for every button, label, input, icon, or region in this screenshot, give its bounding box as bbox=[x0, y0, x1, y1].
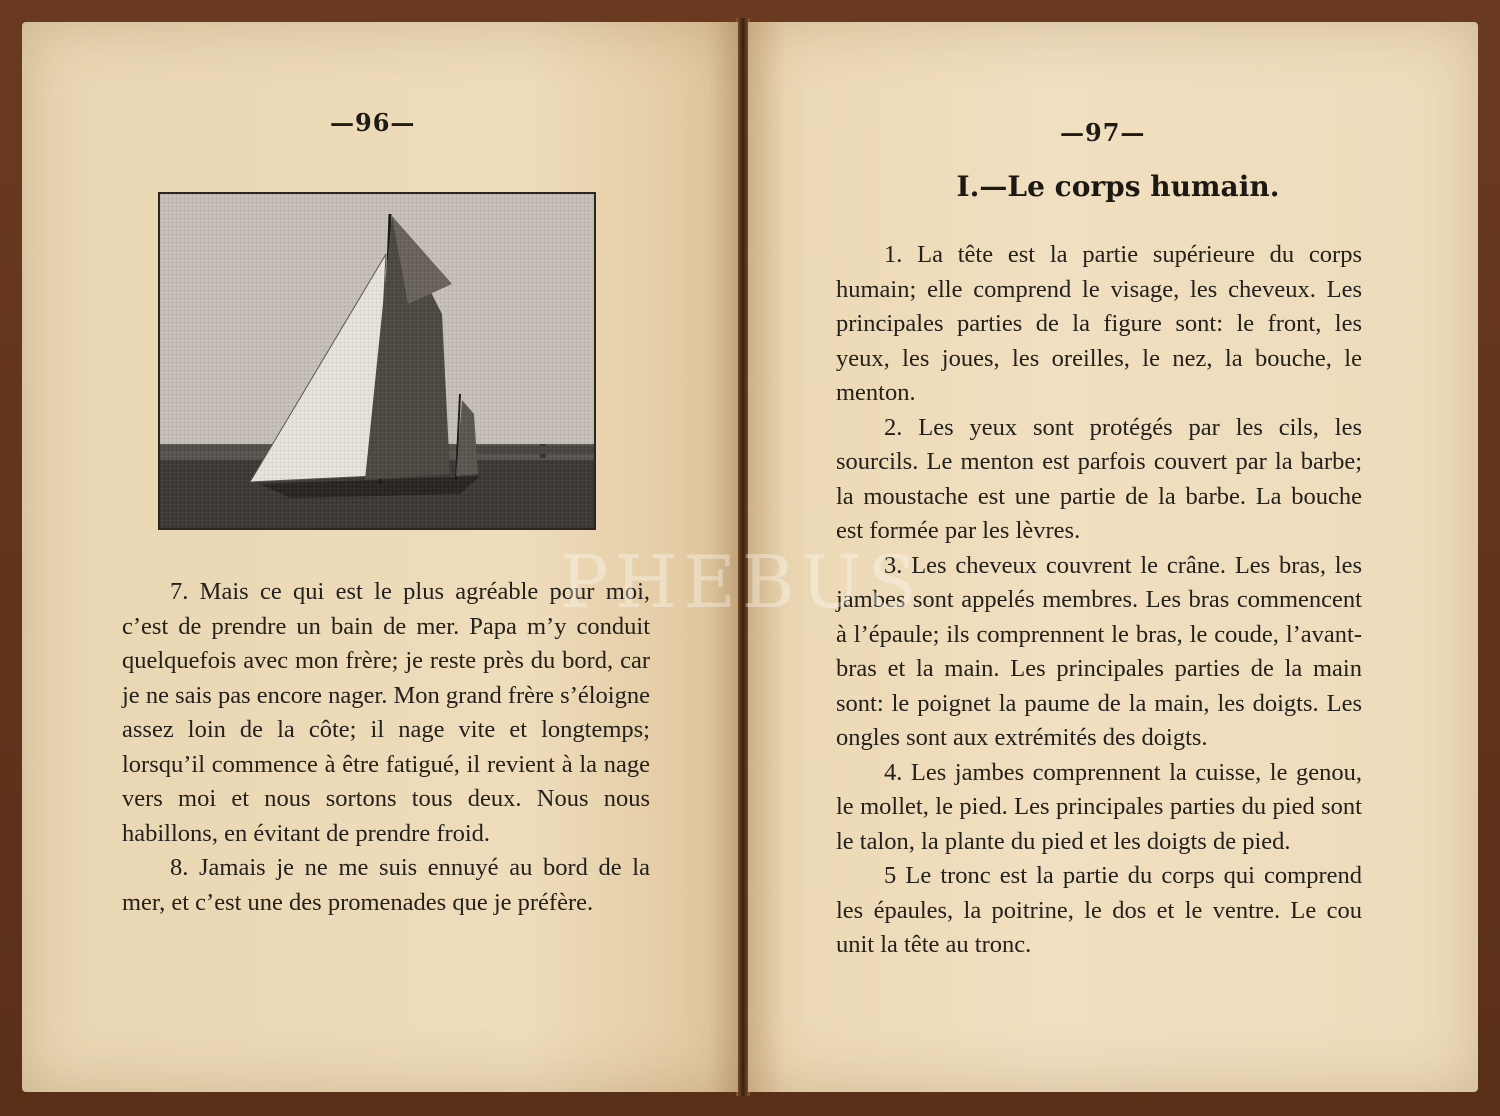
left-page bbox=[22, 22, 738, 1092]
watermark: PHEBUS bbox=[560, 540, 923, 624]
paragraph-7: 7. Mais ce qui est le plus agréable pour moi, c’est de prendre un bain de mer. Papa m’y conduit quelquefois avec mon frère; je reste près du bord, car je ne sais pas encore nager. Mon grand frère s’éloigne assez loin de la côte; il nage vite et longtemps; lorsqu’il commence à être fatigué, il revient à la nage vers moi et nous sortons tous deux. Nous nous habillons, en évitant de prendre froid. bbox=[122, 578, 650, 847]
right-page bbox=[748, 22, 1478, 1092]
paragraph-8: 8. Jamais je ne me suis ennuyé au bord de la mer, et c’est une des promenades que je préfère. bbox=[122, 854, 650, 916]
page-number-left: —96— bbox=[330, 108, 416, 137]
page-number-right: —97— bbox=[1060, 118, 1146, 147]
paragraph-4: 4. Les jambes comprennent la cuisse, le genou, le mollet, le pied. Les principales parties du pied sont le talon, la plante du pied et les doigts de pied. bbox=[836, 758, 1362, 855]
sailboat-photo bbox=[158, 192, 596, 530]
left-page-text bbox=[122, 575, 650, 920]
sailboat-icon bbox=[160, 194, 594, 528]
paragraph-5: 5 Le tronc est la partie du corps qui comprend les épaules, la poitrine, le dos et le ventre. Le cou unit la tête au tronc. bbox=[836, 862, 1362, 958]
paragraph-1: 1. La tête est la partie supérieure du corps humain; elle comprend le visage, les cheveux. Les principales parties de la figure sont: le front, les yeux, les joues, les oreilles, le nez, la bouche, le menton. bbox=[836, 241, 1362, 406]
chapter-title: I.—Le corps humain. bbox=[956, 170, 1280, 203]
right-page-text bbox=[836, 238, 1362, 963]
paragraph-2: 2. Les yeux sont protégés par les cils, les sourcils. Le menton est parfois couvert par la barbe; la moustache est une partie de la barbe. La bouche est formée par les lèvres. bbox=[836, 413, 1362, 544]
paragraph-3: 3. Les cheveux couvrent le crâne. Les bras, les jambes sont appelés membres. Les bras commencent à l’épaule; ils comprennent le bras, le coude, l’avant-bras et la main. Les principales parties de la main sont: le poignet la paume de la main, les doigts. Les ongles sont aux extrémités des doigts. bbox=[836, 551, 1362, 751]
